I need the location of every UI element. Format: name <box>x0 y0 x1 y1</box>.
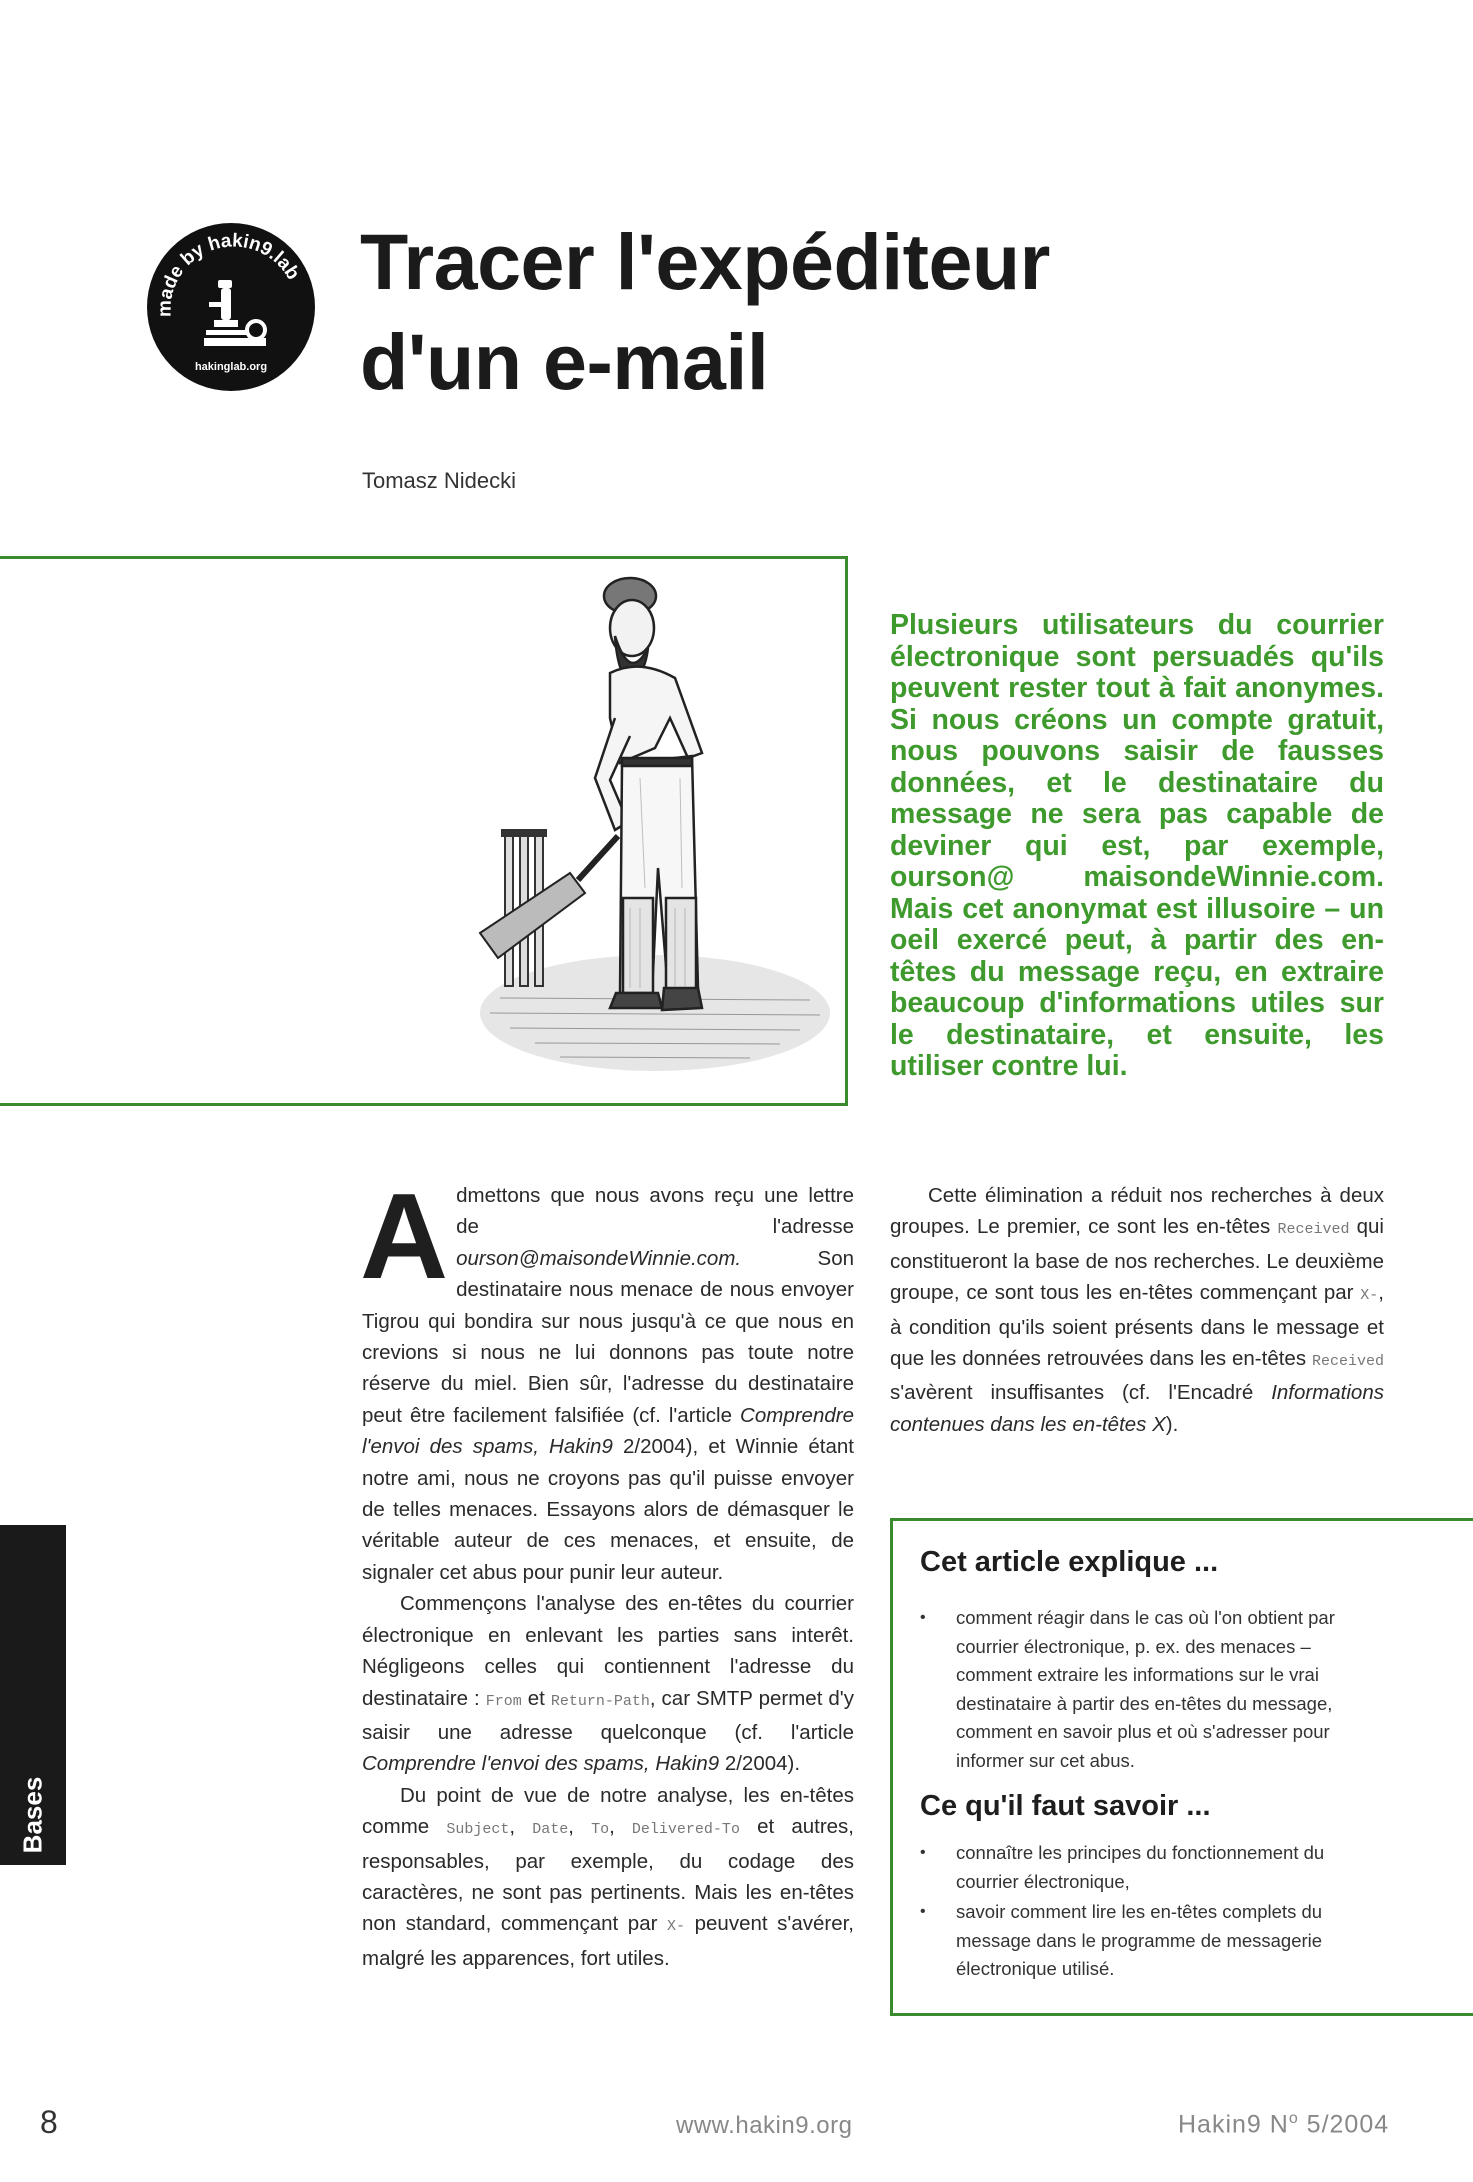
title-line-1: Tracer l'expéditeur <box>360 217 1050 306</box>
article-reference: Comprendre l'envoi des spams, Hakin9 <box>362 1403 854 1459</box>
article-title <box>360 212 1260 412</box>
header-name: From <box>485 1692 522 1710</box>
article-author: Tomasz Nidecki <box>362 468 517 493</box>
info-box-list-prerequisites <box>920 1839 1390 1986</box>
body-paragraph: Commençons l'analyse des en-têtes du courrier électronique en enlevant les parties sans interêt. Négligeons celles qui contiennent l'adresse du destinataire : From et Return-Path, car SMTP permet d'y saisir une adresse quelconque (cf. l'article Comprendre l'envoi des spams, Hakin9 2/2004). <box>362 1592 854 1776</box>
header-name: X- <box>1360 1287 1379 1305</box>
article-lead: Plusieurs utilisateurs du courrier électronique sont persuadés qu'ils peuvent rester tout à fait anonymes. Si nous créons un compte gratuit, nous pouvons saisir de fausses données, et le destinataire du message ne sera pas capable de deviner qui est, par exemple, ourson@ maisondeWinnie.com. Mais cet anonymat est illusoire – un oeil exercé peut, à partir des en-têtes du message reçu, en extraire beaucoup d'informations utiles sur le destinataire, et ensuite, les utiliser contre lui. <box>890 609 1384 1082</box>
body-paragraph: Cette élimination a réduit nos recherches à deux groupes. Le premier, ce sont les en-têtes Received qui constitueront la base de nos recherches. Le deuxième groupe, ce sont tous les en-têtes commençant par X-, à condition qu'ils soient présents dans le message et que les données retrouvées dans les en-têtes Received s'avèrent insuffisantes (cf. l'Encadré Informations contenues dans les en-têtes X). <box>890 1184 1384 1436</box>
footer-issue: Hakin9 $N^o$ 5/2004 <box>1178 2110 1390 2139</box>
cricketer-illustration <box>440 568 830 1093</box>
section-tab-label-wrap <box>0 1525 66 1865</box>
sidebar-reference: Informations contenues dans les en-têtes X <box>890 1381 1384 1436</box>
hakin9-lab-logo <box>146 222 316 392</box>
email-address: ourson@maisondeWinnie.com. <box>456 1246 742 1270</box>
list-item: • comment réagir dans le cas où l'on obtient par courrier électronique, p. ex. des menaces – comment extraire les informations sur le vrai destinataire à partir des en-têtes du message, comment en savoir plus et où s'adresser pour informer sur cet abus. <box>920 1604 1390 1775</box>
body-paragraph: Du point de vue de notre analyse, les en-têtes comme Subject, Date, To, Delivered-To et autres, responsables, par exemple, du codage des caractères, ne sont pas pertinents. Mais les en-têtes non standard, commençant par X- peuvent s'avérer, malgré les apparences, fort utiles. <box>362 1783 854 1970</box>
logo-url-text: hakinglab.org <box>194 361 268 373</box>
article-reference: Comprendre l'envoi des spams, Hakin9 <box>362 1752 720 1776</box>
body-paragraph: Admettons que nous avons reçu une lettre de l'adresse ourson@maisondeWinnie.com. Son destinataire nous menace de nous envoyer Tigrou qui bondira sur nous jusqu'à ce que nous en crevions si nous ne lui donnons pas toute notre réserve du miel. Bien sûr, l'adresse du destinataire peut être facilement falsifiée (cf. l'article Comprendre l'envoi des spams, Hakin9 2/2004), et Winnie étant notre ami, nous ne croyons pas qu'il puisse envoyer de telles menaces. Essayons alors de démasquer le véritable auteur de ces menaces, et ensuite, de signaler cet abus pour punir leur auteur. <box>360 1168 854 1584</box>
section-tab-label: Bases <box>17 1776 48 1854</box>
info-box-list-explains <box>920 1604 1390 1777</box>
cricket-bat <box>480 836 618 958</box>
header-name: Return-Path <box>550 1692 650 1710</box>
svg-text:made by hakin9.lab: made by hakin9.lab <box>154 230 304 318</box>
page-number: 8 <box>40 2104 58 2140</box>
header-name: X- <box>667 1918 686 1936</box>
footer-url: www.hakin9.org <box>676 2112 853 2139</box>
info-box-heading-prerequisites: Ce qu'il faut savoir ... <box>920 1790 1211 1822</box>
cricketer-figure <box>595 578 702 1010</box>
body-column-right <box>890 1180 1384 1440</box>
info-box-heading-explains: Cet article explique ... <box>920 1546 1219 1578</box>
header-name: Received <box>1311 1353 1384 1371</box>
header-name: Date <box>532 1821 569 1839</box>
body-column-left <box>360 1168 854 1974</box>
title-line-2: d'un e-mail <box>360 317 769 406</box>
list-item: • savoir comment lire les en-têtes complets du message dans le programme de messagerie électronique utilisé. <box>920 1898 1390 1984</box>
header-name: Received <box>1277 1221 1350 1239</box>
drop-cap: A <box>360 1168 449 1304</box>
header-name: Delivered-To <box>631 1821 740 1839</box>
header-name: Subject <box>446 1821 510 1839</box>
header-name: To <box>591 1821 610 1839</box>
list-item: • connaître les principes du fonctionnement du courrier électronique, <box>920 1839 1390 1896</box>
